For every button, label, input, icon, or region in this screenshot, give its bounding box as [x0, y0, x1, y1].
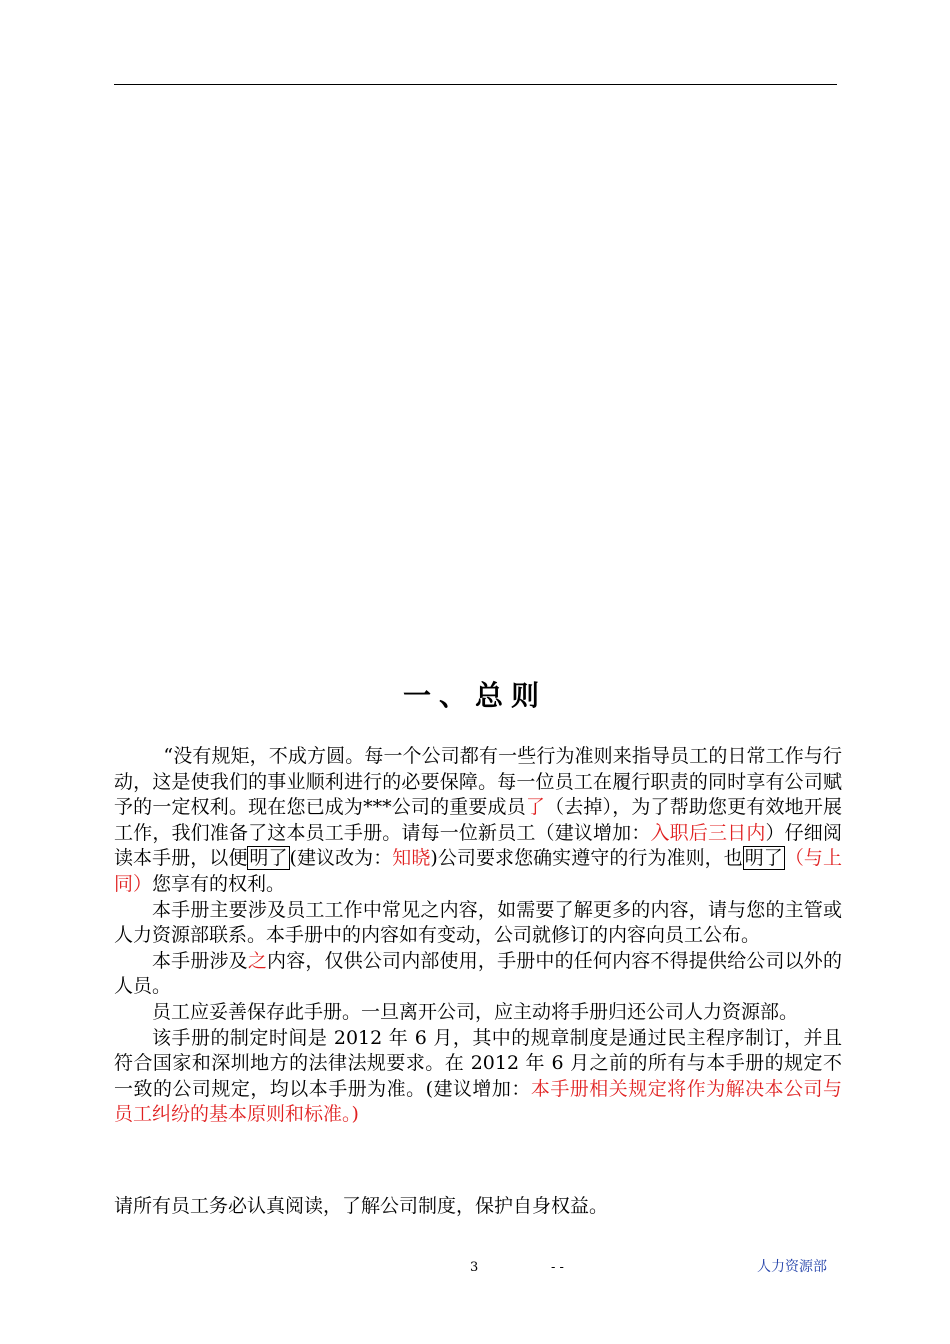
paragraph-text: 本手册涉及	[152, 949, 248, 972]
revision-note: 入职后三日内	[650, 821, 766, 844]
paragraph	[114, 744, 842, 898]
revision-note: 知晓	[392, 847, 431, 870]
paragraph	[114, 1000, 842, 1026]
paragraph	[114, 898, 842, 949]
closing-line: 请所有员工务必认真阅读，了解公司制度，保护自身权益。	[114, 1195, 609, 1217]
paragraph-text: )公司要求您确实遵守的行为准则，也	[430, 847, 743, 870]
section-title: 一、总则	[402, 679, 547, 712]
marked-word: 明了	[249, 847, 288, 870]
revision-note: （与上同）	[114, 847, 842, 895]
paragraph-text: （去掉），为了帮助您更有效地开展工作，我们准备了这本员工手册。请每一位新员工（建议增加：	[114, 796, 842, 844]
paragraph-text: ）仔细阅读本手册，以便	[114, 821, 842, 870]
revision-note: 之	[247, 949, 268, 972]
paragraph-text: 本手册主要涉及员工工作中常见之内容，如需要了解更多的内容，请与您的主管或人力资源部联系。本手册中的内容如有变动，公司就修订的内容向员工公布。	[114, 898, 842, 947]
paragraph-text: 员工应妥善保存此手册。一旦离开公司，应主动将手册归还公司人力资源部。	[152, 1000, 799, 1023]
header-rule	[114, 84, 837, 85]
revision-note: 本手册相关规定将作为解决本公司与员工纠纷的基本原则和标准。)	[114, 1077, 842, 1126]
body-text	[114, 744, 842, 1128]
revision-note: 了	[525, 796, 546, 819]
marked-word: 明了	[744, 847, 783, 870]
paragraph-text: “没有规矩，不成方圆。每一个公司都有一些行为准则来指导员工的日常工作与行动，这是使我们的事业顺利进行的必要保障。每一位员工在履行职责的同时享有公司赋予的一定权利。现在您已成为***公司的重要成员	[114, 745, 842, 819]
paragraph-text: 您享有的权利。	[152, 872, 286, 895]
footer-dash: - -	[551, 1260, 564, 1275]
paragraph-text: 该手册的制定时间是 2012 年 6 月，其中的规章制度是通过民主程序制订，并且符合国家和深圳地方的法律法规要求。在 2012 年 6 月之前的所有与本手册的规定不一致的公司规定，均以本手册为准。(建议增加：	[114, 1026, 842, 1100]
page-number: 3	[470, 1260, 479, 1275]
paragraph	[114, 1026, 842, 1128]
paragraph-text: (建议改为：	[289, 847, 393, 870]
paragraph-text: 内容，仅供公司内部使用，手册中的任何内容不得提供给公司以外的人员。	[114, 949, 842, 998]
footer-department: 人力资源部	[757, 1259, 827, 1275]
paragraph	[114, 949, 842, 1000]
